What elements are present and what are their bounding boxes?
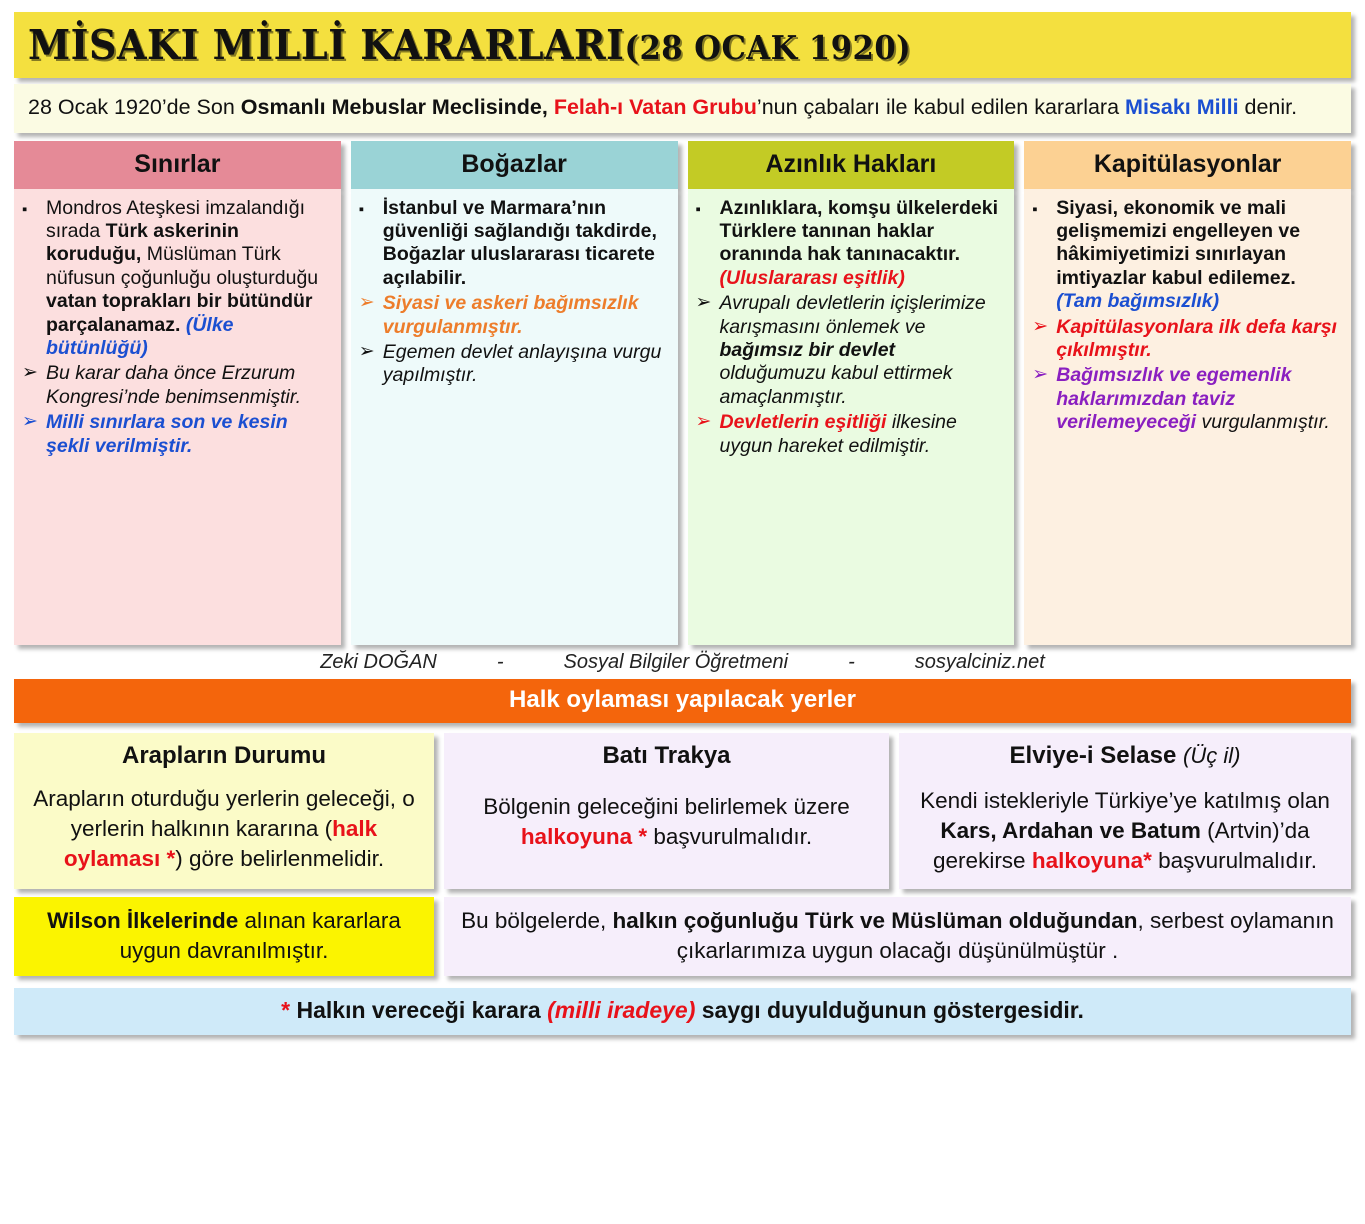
box-title: Arapların Durumu: [121, 741, 327, 769]
text-run-1: bağımsız bir devlet: [719, 338, 896, 361]
arrow-bullet-icon: ➢: [22, 362, 38, 384]
bullet-item: [694, 411, 1007, 458]
wilson-principles-box: [14, 897, 434, 977]
bullet-item: [20, 411, 333, 458]
text-run-0: Kendi istekleriyle Türkiye’ye katılmış olan: [920, 787, 1330, 813]
bullet-item: [1030, 316, 1343, 363]
footnote-asterisk: *: [281, 997, 291, 1024]
box-header-bati-trakya: [456, 742, 877, 770]
intro-paragraph: [14, 84, 1351, 133]
text-run-2: ) göre belirlenmelidir.: [175, 846, 385, 872]
text-run-1: vurgulanmıştır.: [1196, 411, 1330, 434]
column-azinlik-haklari: [688, 141, 1015, 645]
bullet-item: [20, 362, 333, 409]
text-run-1: Kars, Ardahan ve Batum: [940, 817, 1201, 843]
bullet-text: [1056, 197, 1343, 314]
text-run-3: halkoyuna*: [1031, 848, 1152, 874]
text-run-0: Avrupalı devletlerin içişlerimize karışmasını önlemek ve: [719, 292, 986, 338]
text-run-0: Devletlerin eşitliği: [719, 411, 887, 434]
text-run-1: halk oylaması *: [63, 815, 378, 872]
arrow-bullet-icon: ➢: [1032, 364, 1049, 386]
text-run-5: (Ülke bütünlüğü): [46, 313, 234, 359]
intro-text-1: 28 Ocak 1920’de Son: [28, 95, 241, 119]
text-run-0: Bu karar daha önce Erzurum Kongresi’nde benimsenmiştir.: [46, 362, 302, 408]
text-run-1: Türk askerinin koruduğu,: [46, 219, 239, 266]
text-run-2: olduğumuzu kabul ettirmek amaçlanmıştır.: [719, 362, 953, 408]
text-run-0: Bağımsızlık ve egemenlik haklarımızdan taviz verilemeyeceği: [1056, 364, 1292, 434]
infographic-page: [0, 12, 1365, 1224]
page-title-date: (28 OCAK 1920): [624, 28, 912, 67]
bullet-text: [720, 197, 1007, 291]
box-title: Elviye-i Selase: [1009, 741, 1177, 769]
column-body-sinirlar: [14, 189, 341, 645]
intro-blue-1: Misakı Milli: [1125, 95, 1239, 119]
arrow-bullet-icon: ➢: [358, 292, 375, 314]
text-run-1: alınan kararlara uygun davranılmıştır.: [119, 907, 401, 964]
text-run-1: halkoyuna *: [520, 823, 648, 849]
bullet-text: [383, 197, 670, 291]
footnote-bar: [14, 988, 1351, 1035]
text-run-4: başvurulmalıdır.: [1151, 848, 1317, 874]
square-bullet-icon: ▪: [358, 200, 365, 218]
box-text-elviye-i-selase: [911, 786, 1339, 877]
referendum-banner: Halk oylaması yapılacak yerler: [14, 679, 1351, 723]
footnote-text-2: saygı duyulduğunun göstergesidir.: [695, 997, 1084, 1024]
text-run-2: (Uluslararası eşitlik): [719, 266, 905, 289]
column-header-sinirlar: Sınırlar: [14, 141, 341, 189]
bullet-item: [357, 292, 670, 339]
bullet-item: [357, 197, 670, 291]
bullet-text: [46, 362, 333, 409]
text-run-0: İstanbul ve Marmara’nın güvenliği sağlandığı takdirde, Boğazlar uluslararası ticarete açılabilir.: [382, 196, 657, 289]
column-header-azinlik-haklari: Azınlık Hakları: [688, 141, 1015, 189]
square-bullet-icon: ▪: [1032, 200, 1038, 218]
bullet-item: [357, 341, 670, 388]
column-sinirlar: [14, 141, 341, 645]
intro-bold-1: Osmanlı Mebuslar Meclisinde,: [240, 95, 548, 119]
bullet-text: [46, 197, 333, 361]
text-run-0: Siyasi ve askeri bağımsızlık vurgulanmıştır.: [382, 292, 639, 338]
text-run-2: (Tam bağımsızlık): [1056, 290, 1220, 313]
bullet-item: [694, 292, 1007, 409]
column-header-bogazlar: Boğazlar: [351, 141, 678, 189]
credit-dash-1: -: [496, 650, 504, 673]
wilson-row: [14, 897, 1351, 977]
page-title-main: MİSAKI MİLLİ KARARLARI: [28, 21, 625, 69]
arrow-bullet-icon: ➢: [22, 411, 38, 433]
text-run-1: ilkesine uygun hareket edilmiştir.: [719, 411, 957, 457]
credit-role: Sosyal Bilgiler Öğretmeni: [563, 650, 789, 673]
intro-red-1: Felah-ı Vatan Grubu: [553, 95, 757, 119]
credit-website: sosyalciniz.net: [914, 650, 1045, 673]
box-text-araplarin-durumu: [26, 784, 422, 875]
square-bullet-icon: ▪: [22, 200, 28, 218]
column-body-bogazlar: [351, 189, 678, 645]
text-run-0: Milli sınırlara son ve kesin şekli verilmiştir.: [46, 411, 288, 457]
text-run-0: Wilson İlkelerinde: [47, 907, 239, 933]
box-title: Batı Trakya: [602, 741, 731, 769]
bullet-text: [383, 292, 670, 339]
box-bati-trakya: [444, 733, 889, 889]
text-run-2: başvurulmalıdır.: [647, 823, 813, 849]
column-body-kapitulasyonlar: [1024, 189, 1351, 645]
text-run-0: Azınlıklara, komşu ülkelerdeki Türklere tanınan haklar oranında hak tanınacaktır.: [719, 196, 999, 266]
text-run-0: Siyasi, ekonomik ve mali gelişmemizi engelleyen ve hâkimiyetimizi sınırlayan imtiyazlar kabul edilemez.: [1056, 196, 1301, 289]
bullet-item: [20, 197, 333, 361]
bullet-item: [694, 197, 1007, 291]
box-header-araplarin-durumu: [26, 742, 422, 770]
text-run-0: Kapitülasyonlara ilk defa karşı çıkılmıştır.: [1056, 315, 1337, 361]
box-araplarin-durumu: [14, 733, 434, 889]
page-title: [28, 21, 911, 69]
text-run-2: Müslüman Türk nüfusun çoğunluğu oluşturduğu: [46, 243, 319, 289]
bullet-text: [720, 292, 1007, 409]
bullet-item: [1030, 197, 1343, 314]
box-title-sub: (Üç il): [1183, 742, 1241, 768]
bullet-text: [46, 411, 333, 458]
box-header-elviye-i-selase: [911, 742, 1339, 770]
text-run-3: vatan toprakları bir bütündür parçalanamaz.: [46, 290, 313, 336]
credit-author: Zeki DOĞAN: [320, 650, 437, 673]
wilson-note-box: [444, 897, 1351, 977]
arrow-bullet-icon: ➢: [695, 292, 712, 314]
column-bogazlar: [351, 141, 678, 645]
column-kapitulasyonlar: [1024, 141, 1351, 645]
credit-line: [14, 645, 1351, 679]
text-run-0: Arapların oturduğu yerlerin geleceği, o yerlerin halkının kararına (: [33, 785, 415, 841]
text-run-0: Mondros Ateşkesi imzalandığı sırada: [46, 196, 306, 242]
column-header-kapitulasyonlar: Kapitülasyonlar: [1024, 141, 1351, 189]
arrow-bullet-icon: ➢: [358, 340, 375, 362]
square-bullet-icon: ▪: [695, 200, 701, 218]
bullet-text: [1056, 364, 1343, 434]
box-text-bati-trakya: [456, 792, 877, 853]
footnote-text-1: Halkın vereceği karara: [290, 997, 548, 1024]
text-run-2: (Artvin)’da gerekirse: [933, 817, 1310, 874]
column-body-azinlik-haklari: [688, 189, 1015, 645]
footnote-milli-iradeye: (milli iradeye): [547, 997, 696, 1024]
box-elviye-i-selase: [899, 733, 1351, 889]
bullet-item: [1030, 364, 1343, 434]
text-run-2: , serbest oylamanın çıkarlarımıza uygun olacağı düşünülmüştür .: [676, 907, 1334, 964]
arrow-bullet-icon: ➢: [1032, 315, 1049, 337]
intro-text-3: ’nun çabaları ile kabul edilen kararlara: [756, 95, 1126, 119]
page-title-bar: [14, 12, 1351, 78]
intro-text-4: denir.: [1238, 95, 1298, 119]
bullet-text: [1056, 316, 1343, 363]
text-run-1: halkın çoğunluğu Türk ve Müslüman olduğundan: [612, 907, 1138, 933]
text-run-0: Bu bölgelerde,: [461, 907, 613, 933]
bullet-text: [383, 341, 670, 388]
columns-row: [14, 141, 1351, 645]
credit-dash-2: -: [848, 650, 855, 673]
text-run-0: Bölgenin geleceğini belirlemek üzere: [483, 793, 850, 819]
bullet-text: [720, 411, 1007, 458]
mid-boxes-row: [14, 733, 1351, 889]
arrow-bullet-icon: ➢: [695, 411, 712, 433]
text-run-0: Egemen devlet anlayışına vurgu yapılmıştır.: [382, 340, 662, 387]
